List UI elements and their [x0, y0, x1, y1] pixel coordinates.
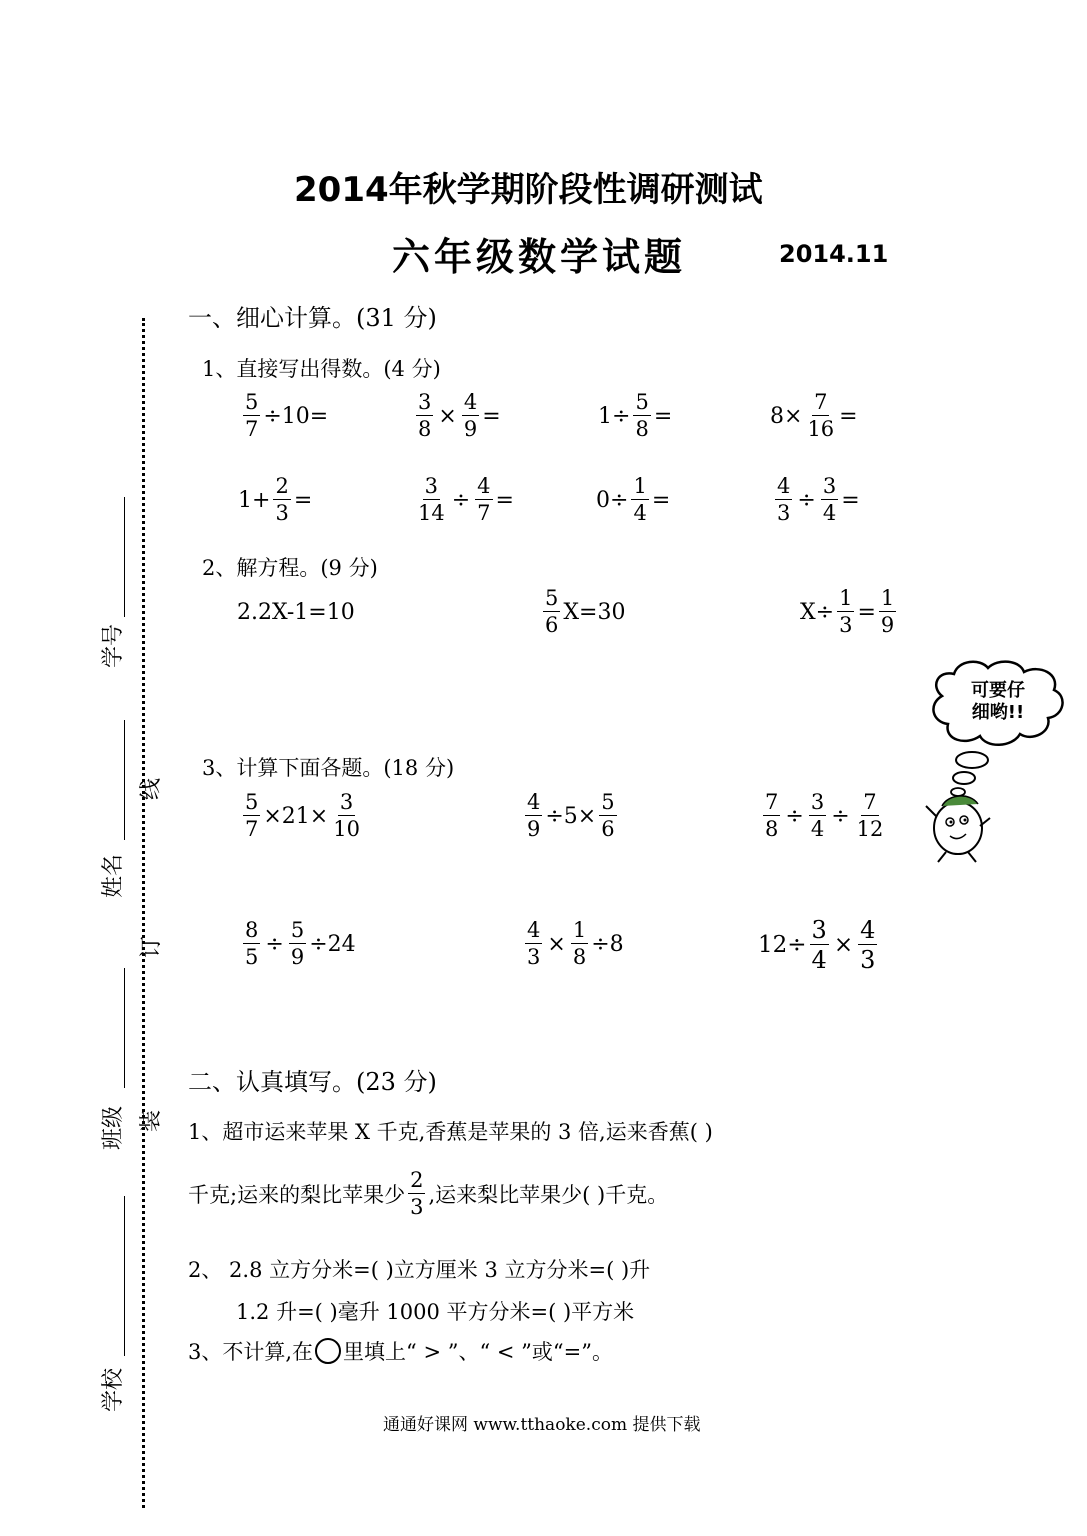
school-blank [124, 1196, 125, 1356]
fraction: $\frac{7}{12}$ [856, 790, 884, 841]
q3-item-5: $\frac{4}{3}$ × $\frac{1}{8}$ ÷8 [527, 918, 624, 969]
fraction: $\frac{8}{5}$ [245, 918, 259, 969]
fraction: $\frac{1}{9}$ [880, 586, 895, 637]
fraction: $\frac{5}{6}$ [545, 586, 559, 637]
fraction: $\frac{5}{6}$ [601, 790, 615, 841]
fraction: $\frac{2}{3}$ [275, 474, 289, 525]
fraction: $\frac{2}{3}$ [410, 1168, 424, 1219]
fraction: $\frac{3}{4}$ [810, 790, 825, 841]
staple-label: 订 [139, 935, 164, 958]
q3-item-4: $\frac{8}{5}$ ÷ $\frac{5}{9}$ ÷24 [245, 918, 356, 969]
class-blank [124, 968, 125, 1088]
fraction: $\frac{1}{3}$ [839, 586, 853, 637]
bubble-line-2: 细哟!! [971, 702, 1025, 723]
name-label: 姓名 [101, 853, 126, 898]
fraction: $\frac{5}{9}$ [290, 918, 305, 969]
q1-item-2: $\frac{3}{8}$ × $\frac{4}{9}$ = [418, 390, 501, 441]
fraction: $\frac{4}{9}$ [527, 790, 541, 841]
mascot-bubble-text [960, 680, 1036, 724]
q3-item-6: 12÷ $\frac{3}{4}$ × $\frac{4}{3}$ [758, 916, 876, 974]
s2-q1-line1: 1、超市运来苹果 X 千克,香蕉是苹果的 3 倍,运来香蕉( ) [188, 1120, 713, 1144]
bubble-line-1: 可要仔 [971, 680, 1025, 701]
exam-title: 2014年秋学期阶段性调研测试 [294, 170, 763, 210]
fraction: $\frac{3}{4}$ [822, 474, 837, 525]
q1-item-5: 1+ $\frac{2}{3}$ = [238, 474, 313, 525]
equation-2: $\frac{5}{6}$ X=30 [545, 586, 626, 637]
s2-q3-line: 3、不计算,在 里填上“ > ”、“ < ”或“=”。 [188, 1340, 613, 1364]
fraction: $\frac{1}{4}$ [633, 474, 647, 525]
fraction: $\frac{3}{4}$ [811, 916, 827, 974]
s2-q2-line2: 1.2 升=( )毫升 1000 平方分米=( )平方米 [236, 1300, 635, 1324]
binding-dotted-line [142, 318, 145, 1508]
class-label: 班级 [101, 1105, 126, 1150]
fraction: $\frac{5}{7}$ [245, 790, 259, 841]
q1-item-6: $\frac{3}{14}$ ÷ $\frac{4}{7}$ = [418, 474, 514, 525]
fraction: $\frac{5}{8}$ [635, 390, 649, 441]
student-id-label: 学号 [101, 623, 126, 668]
q3-item-2: $\frac{4}{9}$ ÷5× $\frac{5}{6}$ [527, 790, 615, 841]
equation-3: X÷ $\frac{1}{3}$ = $\frac{1}{9}$ [800, 586, 895, 637]
name-blank [124, 720, 125, 840]
s2-q2-line1: 2、 2.8 立方分米=( )立方厘米 3 立方分米=( )升 [188, 1258, 651, 1282]
q3-label: 3、计算下面各题。(18 分) [202, 756, 455, 780]
fraction: $\frac{4}{9}$ [463, 390, 478, 441]
q3-item-1: $\frac{5}{7}$ ×21× $\frac{3}{10}$ [245, 790, 360, 841]
fraction: $\frac{3}{14}$ [418, 474, 445, 525]
q1-label: 1、直接写出得数。(4 分) [202, 357, 441, 381]
school-label: 学校 [101, 1367, 126, 1412]
compare-circle-icon [315, 1338, 341, 1364]
fraction: $\frac{4}{3}$ [860, 916, 876, 974]
q1-item-3: 1÷ $\frac{5}{8}$ = [598, 390, 673, 441]
student-id-blank [124, 497, 125, 617]
section1-heading: 一、细心计算。(31 分) [188, 304, 437, 332]
fraction: $\frac{4}{3}$ [527, 918, 541, 969]
bind-label: 装 [139, 1109, 164, 1132]
exam-date: 2014.11 [779, 240, 889, 268]
q1-item-8: $\frac{4}{3}$ ÷ $\frac{3}{4}$ = [777, 474, 860, 525]
fraction: $\frac{4}{3}$ [777, 474, 791, 525]
s2-q1-line2: 千克;运来的梨比苹果少 $\frac{2}{3}$ ,运来梨比苹果少( )千克。 [188, 1168, 669, 1219]
fraction: $\frac{1}{8}$ [572, 918, 587, 969]
q1-item-1: $\frac{5}{7}$ ÷10= [245, 390, 329, 441]
fraction: $\frac{3}{8}$ [418, 390, 432, 441]
q2-label: 2、解方程。(9 分) [202, 556, 378, 580]
footer-credit: 通通好课网 www.tthaoke.com 提供下载 [383, 1415, 701, 1435]
q1-item-7: 0÷ $\frac{1}{4}$ = [596, 474, 671, 525]
exam-subtitle: 六年级数学试题 [392, 235, 687, 279]
fraction: $\frac{7}{8}$ [765, 790, 779, 841]
fraction: $\frac{4}{7}$ [477, 474, 491, 525]
equation-1: 2.2X-1=10 [237, 600, 355, 625]
fraction: $\frac{3}{10}$ [333, 790, 360, 841]
q3-item-3: $\frac{7}{8}$ ÷ $\frac{3}{4}$ ÷ $\frac{7}{12}$ [765, 790, 884, 841]
section2-heading: 二、认真填写。(23 分) [188, 1068, 437, 1096]
fraction: $\frac{5}{7}$ [245, 390, 259, 441]
fraction: $\frac{7}{16}$ [807, 390, 835, 441]
q1-item-4: 8× $\frac{7}{16}$ = [770, 390, 858, 441]
line-label: 线 [139, 777, 164, 800]
